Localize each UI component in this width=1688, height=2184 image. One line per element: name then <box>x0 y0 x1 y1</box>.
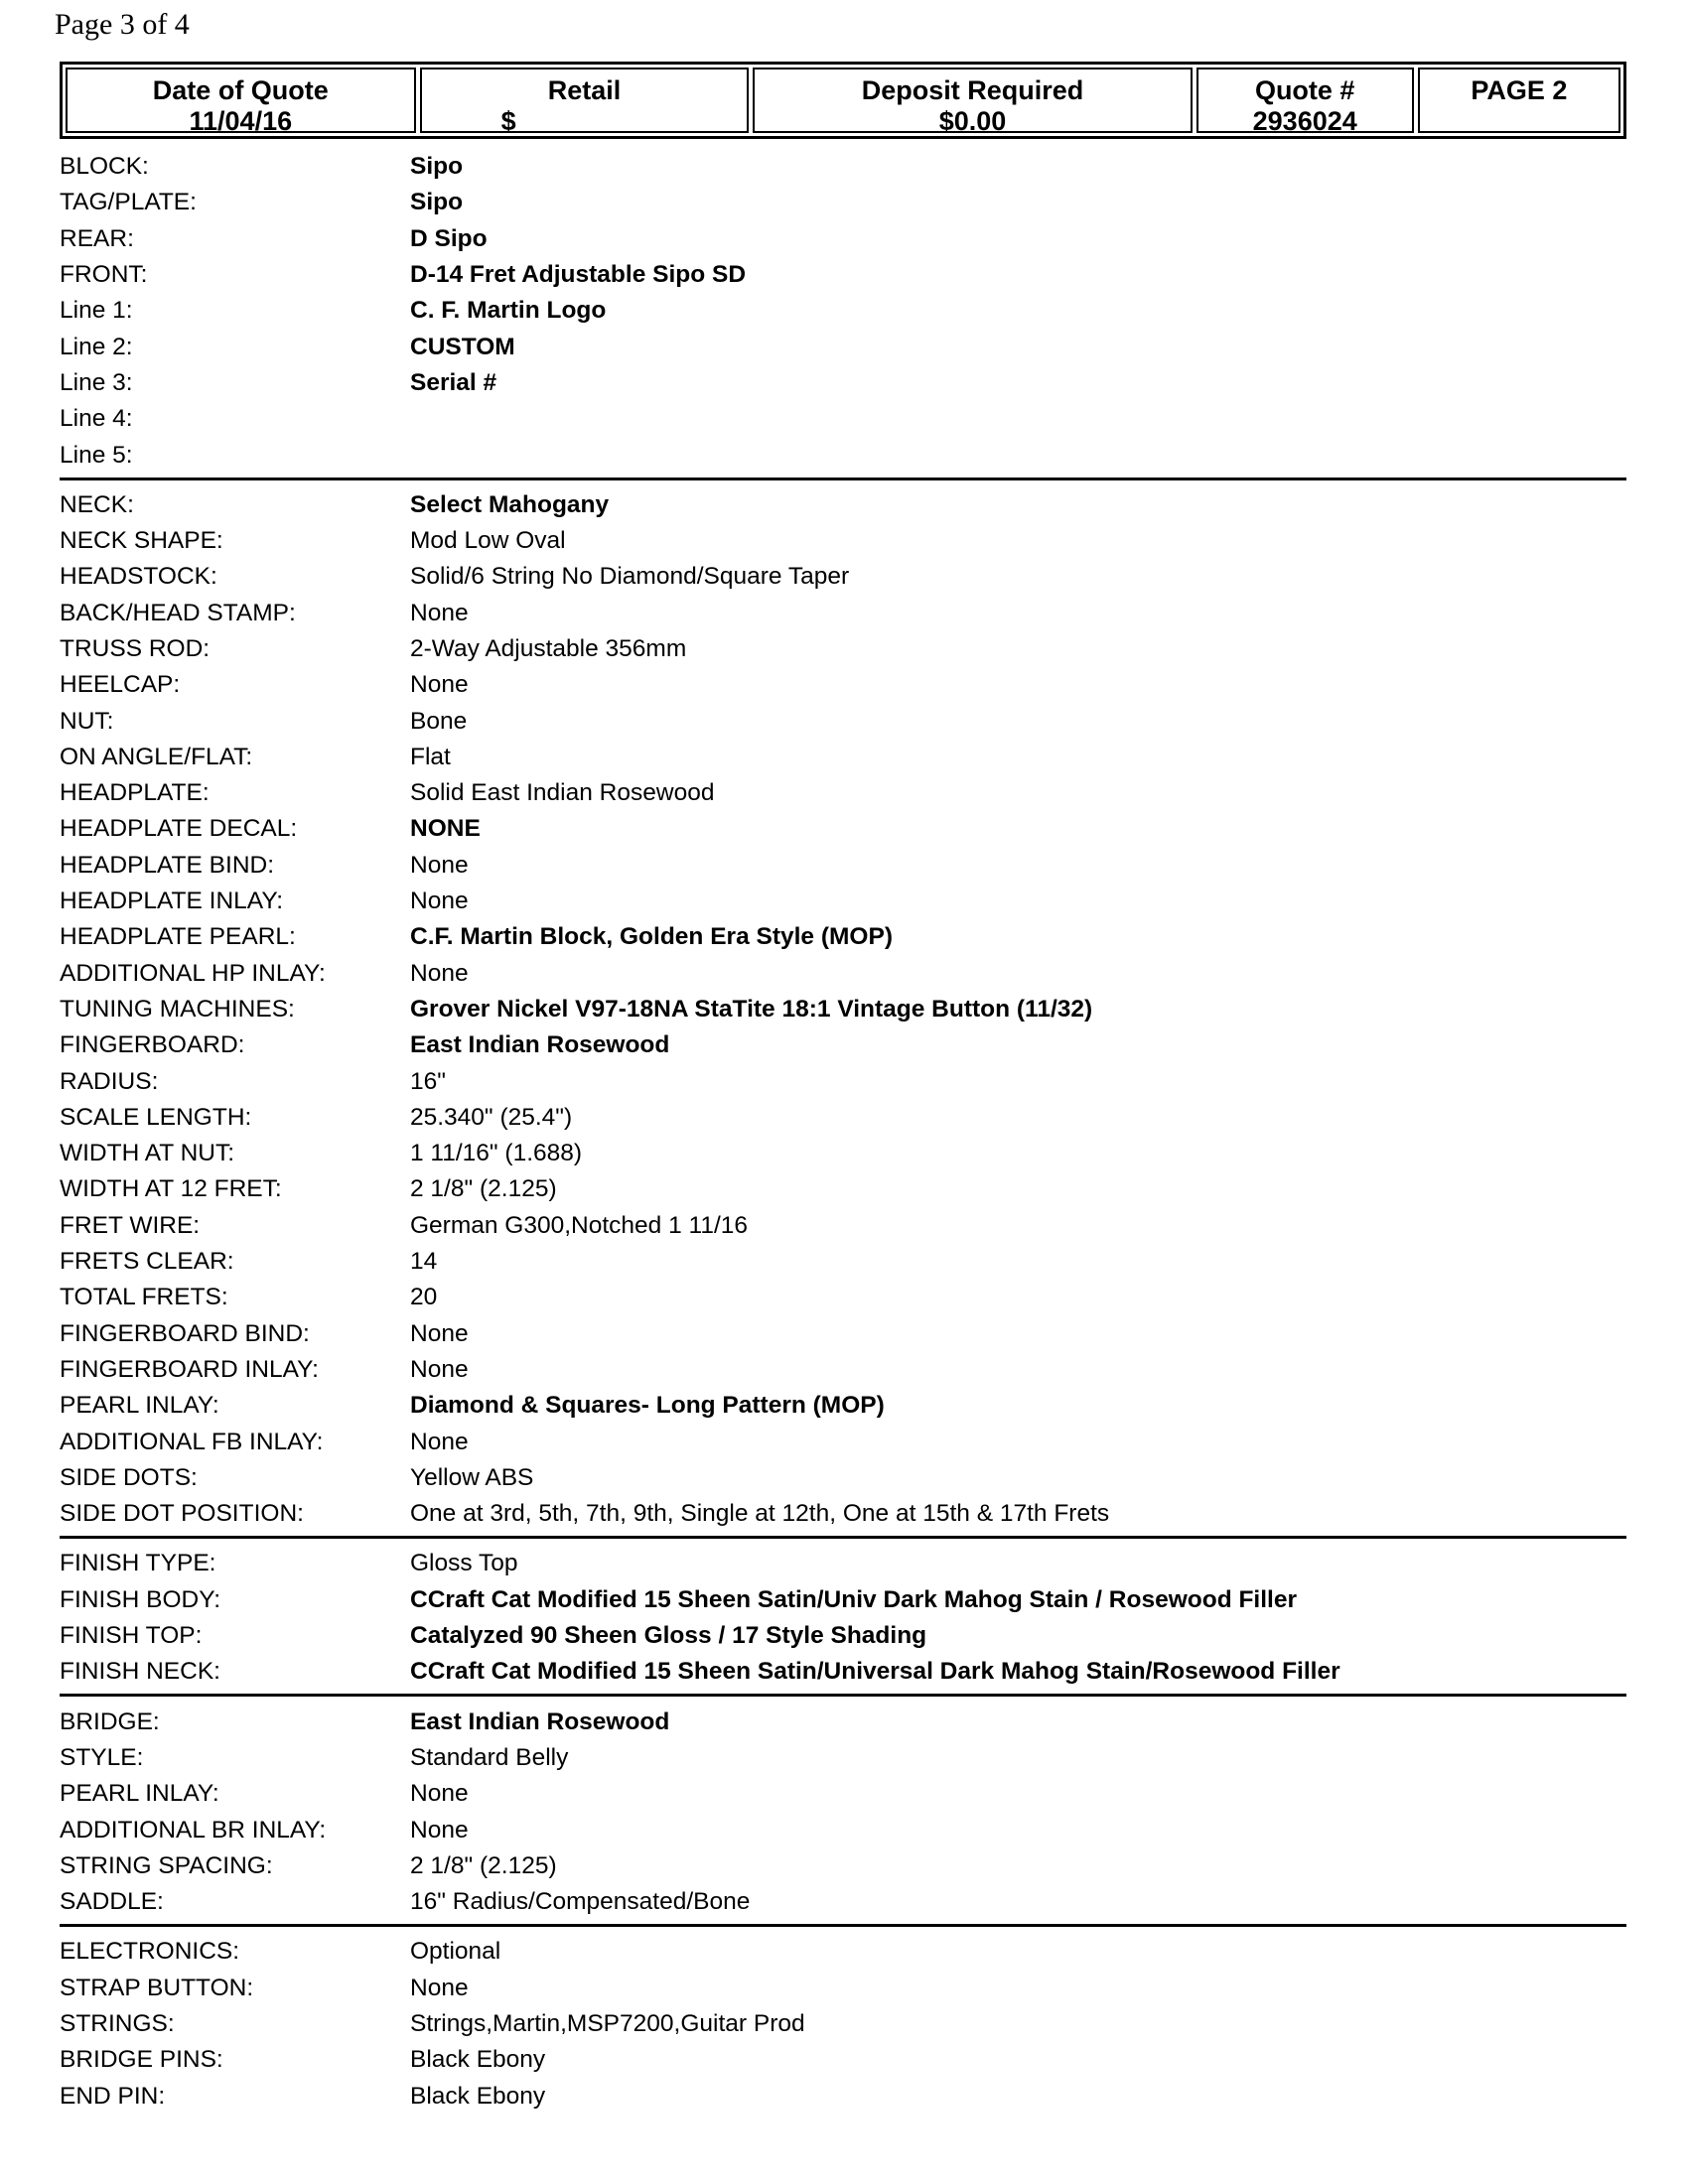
spec-value: East Indian Rosewood <box>410 1707 670 1735</box>
spec-label: ELECTRONICS: <box>60 1938 240 1966</box>
quote-number-label: Quote # <box>1254 75 1355 105</box>
spec-value: CCraft Cat Modified 15 Sheen Satin/Univ Dark Mahog Stain / Rosewood Filler <box>410 1585 1298 1613</box>
spec-label: HEADPLATE: <box>60 779 210 807</box>
spec-value: Sipo <box>410 153 464 181</box>
spec-row <box>60 1244 1626 1280</box>
spec-row <box>60 667 1626 703</box>
spec-label: Line 3: <box>60 368 133 396</box>
spec-label: SIDE DOTS: <box>60 1463 198 1491</box>
spec-value: Diamond & Squares- Long Pattern (MOP) <box>410 1392 885 1420</box>
spec-value: Select Mahogany <box>410 490 610 518</box>
spec-label: SADDLE: <box>60 1888 164 1916</box>
spec-row <box>60 1316 1626 1352</box>
spec-label: TOTAL FRETS: <box>60 1284 228 1311</box>
spec-row <box>60 1208 1626 1244</box>
spec-value: German G300,Notched 1 11/16 <box>410 1211 749 1239</box>
spec-label: FINISH TYPE: <box>60 1550 216 1577</box>
spec-label: NECK: <box>60 490 134 518</box>
spec-row <box>60 1136 1626 1171</box>
spec-row <box>60 149 1626 185</box>
retail-value: $ <box>500 106 516 136</box>
spec-row <box>60 775 1626 811</box>
spec-value: None <box>410 887 469 915</box>
spec-value: Mod Low Oval <box>410 527 566 555</box>
spec-value: Yellow ABS <box>410 1463 534 1491</box>
spec-row <box>60 1884 1626 1920</box>
spec-label: HEADPLATE DECAL: <box>60 815 298 843</box>
spec-section <box>60 1546 1626 1697</box>
retail-cell <box>420 68 750 136</box>
spec-value: None <box>410 959 469 987</box>
spec-value: Black Ebony <box>410 2046 546 2074</box>
spec-label: WIDTH AT NUT: <box>60 1140 235 1167</box>
spec-row <box>60 2042 1626 2078</box>
spec-label: ADDITIONAL BR INLAY: <box>60 1816 327 1843</box>
spec-label: HEADPLATE BIND: <box>60 851 275 879</box>
spec-row <box>60 1352 1626 1388</box>
spec-value: Sipo <box>410 189 464 216</box>
spec-label: BACK/HEAD STAMP: <box>60 599 296 626</box>
spec-value: Catalyzed 90 Sheen Gloss / 17 Style Shading <box>410 1622 927 1650</box>
spec-row <box>60 811 1626 847</box>
spec-row <box>60 1424 1626 1459</box>
spec-label: HEADPLATE INLAY: <box>60 887 284 915</box>
spec-label: STRING SPACING: <box>60 1851 273 1879</box>
spec-value: Black Ebony <box>410 2082 546 2110</box>
spec-row <box>60 1063 1626 1099</box>
spec-label: Line 5: <box>60 441 133 469</box>
spec-row <box>60 1496 1626 1532</box>
page-number: Page 3 of 4 <box>55 8 190 41</box>
deposit-required-label: Deposit Required <box>861 75 1084 105</box>
spec-value: Grover Nickel V97-18NA StaTite 18:1 Vintage Button (11/32) <box>410 995 1093 1023</box>
spec-value: Serial # <box>410 368 497 396</box>
spec-value: None <box>410 851 469 879</box>
spec-value: None <box>410 1428 469 1455</box>
spec-row <box>60 1848 1626 1884</box>
spec-row <box>60 401 1626 437</box>
spec-value: C. F. Martin Logo <box>410 297 607 325</box>
spec-value: None <box>410 671 469 699</box>
spec-label: PEARL INLAY: <box>60 1392 219 1420</box>
spec-value: 16" Radius/Compensated/Bone <box>410 1888 751 1916</box>
spec-value: None <box>410 1319 469 1347</box>
spec-row <box>60 1776 1626 1812</box>
spec-row <box>60 1171 1626 1207</box>
spec-label: Line 1: <box>60 297 133 325</box>
spec-row <box>60 437 1626 473</box>
spec-label: ADDITIONAL HP INLAY: <box>60 959 326 987</box>
spec-label: ADDITIONAL FB INLAY: <box>60 1428 324 1455</box>
deposit-required-cell <box>753 68 1192 136</box>
spec-label: Line 2: <box>60 333 133 360</box>
spec-value: D Sipo <box>410 224 488 252</box>
spec-row <box>60 631 1626 667</box>
spec-value: Strings,Martin,MSP7200,Guitar Prod <box>410 2009 805 2037</box>
spec-row <box>60 992 1626 1027</box>
spec-value: 2 1/8" (2.125) <box>410 1851 557 1879</box>
spec-row <box>60 956 1626 992</box>
spec-value: None <box>410 1816 469 1843</box>
page-tag: PAGE 2 <box>1471 75 1568 105</box>
spec-row <box>60 487 1626 523</box>
spec-value: NONE <box>410 815 481 843</box>
spec-value: 1 11/16" (1.688) <box>410 1140 583 1167</box>
spec-label: ON ANGLE/FLAT: <box>60 743 253 770</box>
spec-label: FINGERBOARD BIND: <box>60 1319 310 1347</box>
spec-value: CUSTOM <box>410 333 515 360</box>
spec-label: FINISH TOP: <box>60 1622 203 1650</box>
spec-value: None <box>410 1355 469 1383</box>
spec-label: REAR: <box>60 224 134 252</box>
spec-label: Line 4: <box>60 405 133 433</box>
spec-section <box>60 1704 1626 1927</box>
spec-value: C.F. Martin Block, Golden Era Style (MOP) <box>410 923 893 951</box>
spec-row <box>60 293 1626 329</box>
spec-label: END PIN: <box>60 2082 166 2110</box>
spec-value: 2 1/8" (2.125) <box>410 1175 557 1203</box>
deposit-required-value: $0.00 <box>938 106 1007 136</box>
spec-label: FRET WIRE: <box>60 1211 201 1239</box>
spec-section <box>60 1934 1626 2117</box>
spec-value: 2-Way Adjustable 356mm <box>410 635 687 662</box>
spec-row <box>60 1280 1626 1315</box>
spec-row <box>60 1027 1626 1063</box>
spec-row <box>60 596 1626 631</box>
spec-row <box>60 1618 1626 1654</box>
spec-row <box>60 1546 1626 1581</box>
spec-list <box>60 149 1626 2125</box>
spec-value: Flat <box>410 743 451 770</box>
spec-row <box>60 365 1626 401</box>
quote-number-cell <box>1196 68 1414 136</box>
quote-number-value: 2936024 <box>1252 106 1357 136</box>
spec-row <box>60 848 1626 884</box>
spec-label: FINGERBOARD: <box>60 1031 245 1059</box>
spec-row <box>60 1971 1626 2006</box>
spec-row <box>60 329 1626 364</box>
spec-label: HEADPLATE PEARL: <box>60 923 296 951</box>
quote-header-table <box>60 62 1626 139</box>
spec-value: East Indian Rosewood <box>410 1031 670 1059</box>
spec-row <box>60 2078 1626 2114</box>
spec-row <box>60 1704 1626 1739</box>
spec-row <box>60 1812 1626 1847</box>
spec-row <box>60 703 1626 739</box>
spec-label: WIDTH AT 12 FRET: <box>60 1175 282 1203</box>
spec-value: CCraft Cat Modified 15 Sheen Satin/Universal Dark Mahog Stain/Rosewood Filler <box>410 1658 1340 1686</box>
spec-value: 16" <box>410 1067 446 1095</box>
spec-value: One at 3rd, 5th, 7th, 9th, Single at 12th, One at 15th & 17th Frets <box>410 1500 1110 1528</box>
spec-label: NECK SHAPE: <box>60 527 223 555</box>
spec-value: Solid/6 String No Diamond/Square Taper <box>410 563 850 591</box>
spec-label: BRIDGE PINS: <box>60 2046 223 2074</box>
spec-label: FRONT: <box>60 261 148 289</box>
spec-row <box>60 559 1626 595</box>
spec-row <box>60 185 1626 220</box>
spec-value: 20 <box>410 1284 438 1311</box>
spec-row <box>60 2006 1626 2042</box>
spec-label: HEADSTOCK: <box>60 563 217 591</box>
spec-value: D-14 Fret Adjustable Sipo SD <box>410 261 747 289</box>
spec-label: FINISH NECK: <box>60 1658 220 1686</box>
spec-label: TAG/PLATE: <box>60 189 197 216</box>
page-tag-cell <box>1418 68 1620 133</box>
spec-section <box>60 487 1626 1540</box>
spec-value: 14 <box>410 1248 438 1276</box>
spec-row <box>60 257 1626 293</box>
spec-row <box>60 1582 1626 1618</box>
spec-row <box>60 1388 1626 1424</box>
spec-label: SIDE DOT POSITION: <box>60 1500 304 1528</box>
spec-label: TUNING MACHINES: <box>60 995 295 1023</box>
spec-value: Gloss Top <box>410 1550 518 1577</box>
spec-row <box>60 884 1626 919</box>
spec-label: STYLE: <box>60 1743 144 1771</box>
retail-label: Retail <box>547 75 622 105</box>
spec-label: FRETS CLEAR: <box>60 1248 234 1276</box>
spec-value: Optional <box>410 1938 501 1966</box>
spec-label: TRUSS ROD: <box>60 635 211 662</box>
spec-row <box>60 1740 1626 1776</box>
spec-label: FINISH BODY: <box>60 1585 221 1613</box>
spec-row <box>60 740 1626 775</box>
spec-label: STRAP BUTTON: <box>60 1974 254 2001</box>
spec-value: None <box>410 599 469 626</box>
spec-section <box>60 149 1626 480</box>
spec-row <box>60 1460 1626 1496</box>
spec-label: RADIUS: <box>60 1067 159 1095</box>
spec-value: Standard Belly <box>410 1743 569 1771</box>
spec-row <box>60 1934 1626 1970</box>
spec-label: PEARL INLAY: <box>60 1780 219 1808</box>
spec-row <box>60 221 1626 257</box>
date-of-quote-cell <box>66 68 416 136</box>
spec-row <box>60 1654 1626 1690</box>
spec-row <box>60 523 1626 559</box>
spec-label: FINGERBOARD INLAY: <box>60 1355 319 1383</box>
spec-value: Bone <box>410 707 468 735</box>
spec-label: BRIDGE: <box>60 1707 160 1735</box>
spec-label: HEELCAP: <box>60 671 181 699</box>
spec-label: NUT: <box>60 707 114 735</box>
spec-label: SCALE LENGTH: <box>60 1103 252 1131</box>
spec-value: 25.340" (25.4") <box>410 1103 573 1131</box>
spec-row <box>60 1100 1626 1136</box>
date-of-quote-label: Date of Quote <box>152 75 329 105</box>
spec-label: BLOCK: <box>60 153 149 181</box>
spec-value: None <box>410 1780 469 1808</box>
spec-label: STRINGS: <box>60 2009 175 2037</box>
spec-value: None <box>410 1974 469 2001</box>
spec-row <box>60 919 1626 955</box>
date-of-quote-value: 11/04/16 <box>189 106 293 136</box>
spec-value: Solid East Indian Rosewood <box>410 779 715 807</box>
